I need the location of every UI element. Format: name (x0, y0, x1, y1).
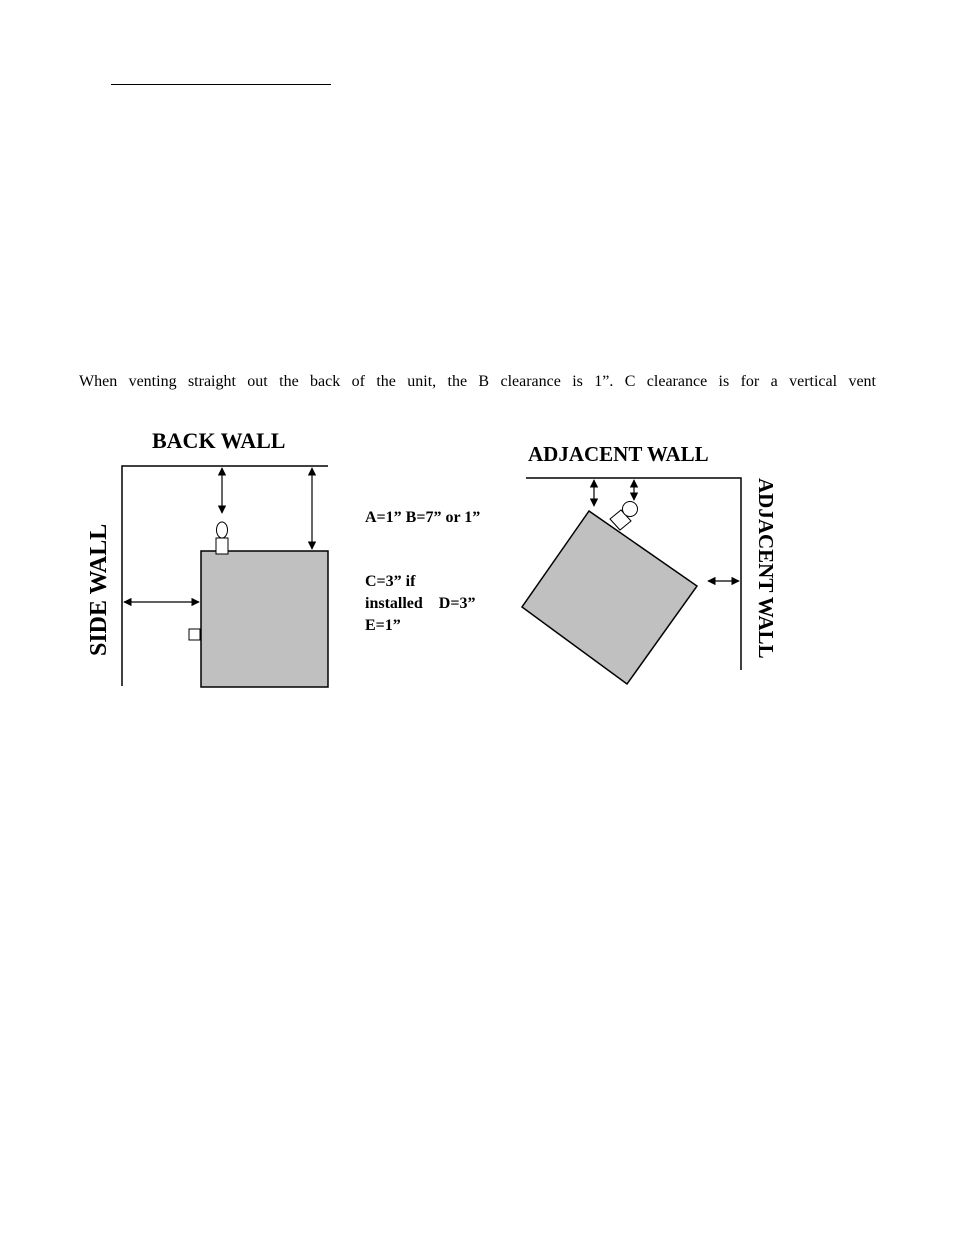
clearance-e-line: E=1” (365, 617, 401, 634)
left-flue-collar (216, 538, 228, 554)
right-unit-box (522, 511, 697, 684)
clearance-ab-label (365, 507, 480, 529)
left-unit-box (201, 551, 328, 687)
back-wall-label: BACK WALL (152, 428, 286, 453)
venting-paragraph: When venting straight out the back of the unit, the B clearance is 1”. C clearance is for a vertical vent (79, 373, 876, 390)
adjacent-wall-top-label: ADJACENT WALL (528, 442, 709, 466)
left-flue-ellipse (217, 522, 228, 538)
right-flue-circle (623, 502, 638, 517)
clearance-c-line: C=3” if (365, 573, 416, 590)
side-wall-label: SIDE WALL (86, 523, 112, 656)
left-side-connector (189, 629, 200, 640)
clearance-cde-label (365, 571, 475, 637)
clearance-ab-line: A=1” B=7” or 1” (365, 509, 481, 526)
adjacent-wall-right-label: ADJACENT WALL (754, 478, 778, 659)
clearance-d-line: installed D=3” (365, 595, 476, 612)
